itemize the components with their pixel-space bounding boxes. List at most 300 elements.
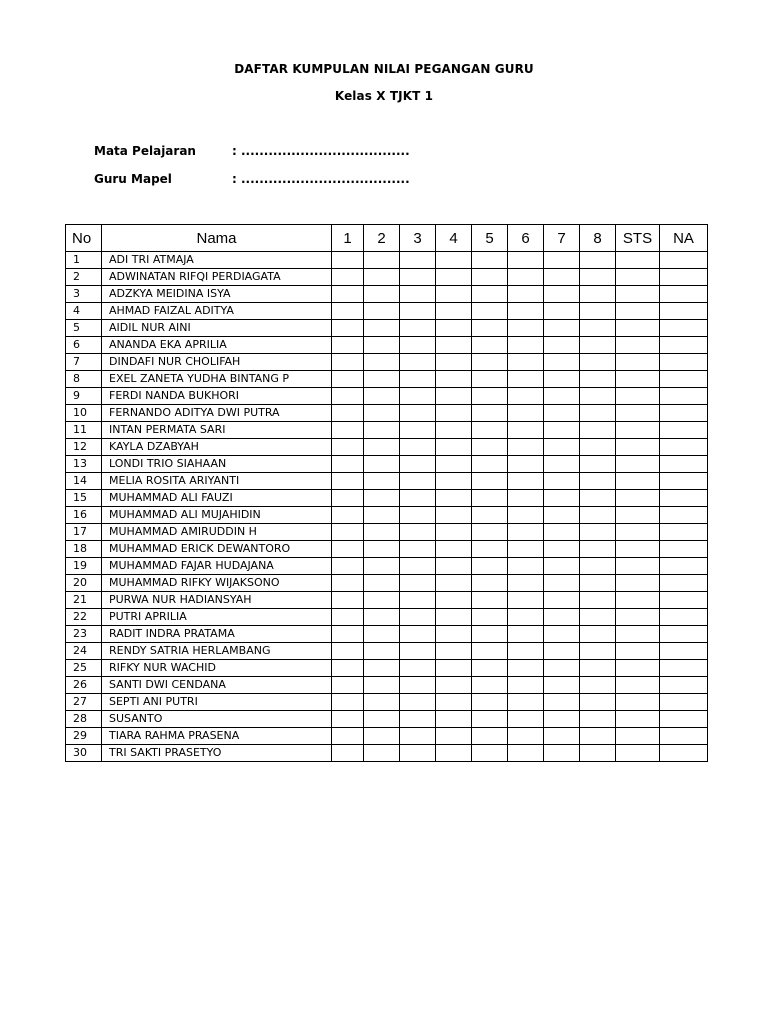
- score-5-cell: [472, 456, 508, 473]
- table-row: [66, 711, 708, 728]
- score-7-cell: [544, 745, 580, 762]
- score-4-cell: [436, 473, 472, 490]
- score-2-cell: [364, 456, 400, 473]
- score-8-cell: [580, 575, 616, 592]
- score-3-cell: [400, 745, 436, 762]
- student-name: SEPTI ANI PUTRI: [102, 694, 332, 711]
- score-7-cell: [544, 439, 580, 456]
- score-3-cell: [400, 354, 436, 371]
- sts-score-cell: [616, 252, 660, 269]
- student-name: MELIA ROSITA ARIYANTI: [102, 473, 332, 490]
- score-3-cell: [400, 558, 436, 575]
- table-row: [66, 286, 708, 303]
- table-header-row: [66, 225, 708, 252]
- na-score-cell: [660, 456, 708, 473]
- header-na: NA: [660, 225, 708, 252]
- sts-score-cell: [616, 354, 660, 371]
- table-row: [66, 694, 708, 711]
- score-6-cell: [508, 473, 544, 490]
- score-4-cell: [436, 626, 472, 643]
- score-5-cell: [472, 473, 508, 490]
- score-6-cell: [508, 575, 544, 592]
- score-3-cell: [400, 337, 436, 354]
- score-1-cell: [332, 592, 364, 609]
- row-number: 29: [66, 728, 102, 745]
- score-5-cell: [472, 711, 508, 728]
- score-1-cell: [332, 337, 364, 354]
- score-8-cell: [580, 711, 616, 728]
- score-7-cell: [544, 660, 580, 677]
- student-name: RENDY SATRIA HERLAMBANG: [102, 643, 332, 660]
- sts-score-cell: [616, 303, 660, 320]
- sts-score-cell: [616, 422, 660, 439]
- table-row: [66, 269, 708, 286]
- score-8-cell: [580, 252, 616, 269]
- score-4-cell: [436, 592, 472, 609]
- score-4-cell: [436, 575, 472, 592]
- score-8-cell: [580, 354, 616, 371]
- score-1-cell: [332, 354, 364, 371]
- table-row: [66, 626, 708, 643]
- score-7-cell: [544, 711, 580, 728]
- score-6-cell: [508, 643, 544, 660]
- score-8-cell: [580, 490, 616, 507]
- score-2-cell: [364, 490, 400, 507]
- score-3-cell: [400, 643, 436, 660]
- score-8-cell: [580, 456, 616, 473]
- score-5-cell: [472, 745, 508, 762]
- row-number: 20: [66, 575, 102, 592]
- score-4-cell: [436, 524, 472, 541]
- score-3-cell: [400, 677, 436, 694]
- score-4-cell: [436, 422, 472, 439]
- score-3-cell: [400, 405, 436, 422]
- guru-mapel-label: Guru Mapel: [94, 172, 172, 186]
- header-score-6: 6: [508, 225, 544, 252]
- score-2-cell: [364, 473, 400, 490]
- score-3-cell: [400, 303, 436, 320]
- score-2-cell: [364, 507, 400, 524]
- score-7-cell: [544, 320, 580, 337]
- score-5-cell: [472, 337, 508, 354]
- score-2-cell: [364, 252, 400, 269]
- score-4-cell: [436, 660, 472, 677]
- score-1-cell: [332, 252, 364, 269]
- document-subtitle: Kelas X TJKT 1: [334, 89, 434, 103]
- score-5-cell: [472, 609, 508, 626]
- table-row: [66, 252, 708, 269]
- score-1-cell: [332, 490, 364, 507]
- score-3-cell: [400, 728, 436, 745]
- score-1-cell: [332, 371, 364, 388]
- score-2-cell: [364, 711, 400, 728]
- na-score-cell: [660, 609, 708, 626]
- score-8-cell: [580, 303, 616, 320]
- score-8-cell: [580, 728, 616, 745]
- table-row: [66, 371, 708, 388]
- score-3-cell: [400, 371, 436, 388]
- table-row: [66, 558, 708, 575]
- row-number: 25: [66, 660, 102, 677]
- mata-pelajaran-label: Mata Pelajaran: [94, 144, 196, 158]
- score-1-cell: [332, 745, 364, 762]
- student-name: EXEL ZANETA YUDHA BINTANG P: [102, 371, 332, 388]
- score-7-cell: [544, 286, 580, 303]
- score-6-cell: [508, 354, 544, 371]
- student-name: KAYLA DZABYAH: [102, 439, 332, 456]
- score-6-cell: [508, 388, 544, 405]
- table-row: [66, 320, 708, 337]
- student-name: SANTI DWI CENDANA: [102, 677, 332, 694]
- sts-score-cell: [616, 456, 660, 473]
- score-8-cell: [580, 422, 616, 439]
- student-name: LONDI TRIO SIAHAAN: [102, 456, 332, 473]
- score-2-cell: [364, 286, 400, 303]
- sts-score-cell: [616, 473, 660, 490]
- row-number: 2: [66, 269, 102, 286]
- score-6-cell: [508, 507, 544, 524]
- sts-score-cell: [616, 371, 660, 388]
- score-2-cell: [364, 524, 400, 541]
- score-1-cell: [332, 286, 364, 303]
- score-1-cell: [332, 320, 364, 337]
- score-6-cell: [508, 524, 544, 541]
- score-7-cell: [544, 490, 580, 507]
- score-2-cell: [364, 541, 400, 558]
- row-number: 23: [66, 626, 102, 643]
- score-7-cell: [544, 456, 580, 473]
- row-number: 18: [66, 541, 102, 558]
- sts-score-cell: [616, 626, 660, 643]
- header-score-8: 8: [580, 225, 616, 252]
- score-5-cell: [472, 677, 508, 694]
- row-number: 14: [66, 473, 102, 490]
- score-2-cell: [364, 558, 400, 575]
- score-3-cell: [400, 388, 436, 405]
- na-score-cell: [660, 388, 708, 405]
- sts-score-cell: [616, 745, 660, 762]
- score-5-cell: [472, 728, 508, 745]
- na-score-cell: [660, 711, 708, 728]
- table-row: [66, 473, 708, 490]
- score-4-cell: [436, 609, 472, 626]
- student-name: ADI TRI ATMAJA: [102, 252, 332, 269]
- na-score-cell: [660, 371, 708, 388]
- row-number: 24: [66, 643, 102, 660]
- score-7-cell: [544, 558, 580, 575]
- document-title: DAFTAR KUMPULAN NILAI PEGANGAN GURU: [234, 62, 534, 76]
- score-4-cell: [436, 371, 472, 388]
- sts-score-cell: [616, 405, 660, 422]
- na-score-cell: [660, 320, 708, 337]
- student-name: ADZKYA MEIDINA ISYA: [102, 286, 332, 303]
- score-8-cell: [580, 609, 616, 626]
- score-5-cell: [472, 643, 508, 660]
- sts-score-cell: [616, 507, 660, 524]
- na-score-cell: [660, 728, 708, 745]
- score-7-cell: [544, 354, 580, 371]
- sts-score-cell: [616, 388, 660, 405]
- score-7-cell: [544, 592, 580, 609]
- student-name: AIDIL NUR AINI: [102, 320, 332, 337]
- score-6-cell: [508, 371, 544, 388]
- score-6-cell: [508, 626, 544, 643]
- score-5-cell: [472, 660, 508, 677]
- score-6-cell: [508, 711, 544, 728]
- score-5-cell: [472, 507, 508, 524]
- score-8-cell: [580, 473, 616, 490]
- score-2-cell: [364, 745, 400, 762]
- score-2-cell: [364, 575, 400, 592]
- sts-score-cell: [616, 711, 660, 728]
- table-row: [66, 643, 708, 660]
- score-8-cell: [580, 541, 616, 558]
- score-8-cell: [580, 507, 616, 524]
- score-8-cell: [580, 269, 616, 286]
- score-3-cell: [400, 439, 436, 456]
- table-row: [66, 303, 708, 320]
- table-row: [66, 728, 708, 745]
- score-2-cell: [364, 643, 400, 660]
- score-1-cell: [332, 422, 364, 439]
- score-7-cell: [544, 643, 580, 660]
- score-1-cell: [332, 575, 364, 592]
- score-2-cell: [364, 337, 400, 354]
- score-1-cell: [332, 728, 364, 745]
- table-row: [66, 439, 708, 456]
- score-7-cell: [544, 677, 580, 694]
- score-1-cell: [332, 643, 364, 660]
- score-6-cell: [508, 405, 544, 422]
- score-2-cell: [364, 303, 400, 320]
- sts-score-cell: [616, 541, 660, 558]
- score-6-cell: [508, 456, 544, 473]
- na-score-cell: [660, 626, 708, 643]
- score-8-cell: [580, 337, 616, 354]
- score-1-cell: [332, 439, 364, 456]
- score-8-cell: [580, 643, 616, 660]
- score-4-cell: [436, 694, 472, 711]
- na-score-cell: [660, 303, 708, 320]
- score-8-cell: [580, 388, 616, 405]
- score-4-cell: [436, 405, 472, 422]
- sts-score-cell: [616, 592, 660, 609]
- sts-score-cell: [616, 320, 660, 337]
- score-6-cell: [508, 320, 544, 337]
- score-7-cell: [544, 694, 580, 711]
- score-1-cell: [332, 269, 364, 286]
- score-3-cell: [400, 320, 436, 337]
- score-7-cell: [544, 575, 580, 592]
- na-score-cell: [660, 541, 708, 558]
- header-score-3: 3: [400, 225, 436, 252]
- student-name: MUHAMMAD ALI MUJAHIDIN: [102, 507, 332, 524]
- score-8-cell: [580, 286, 616, 303]
- row-number: 16: [66, 507, 102, 524]
- score-2-cell: [364, 439, 400, 456]
- score-8-cell: [580, 320, 616, 337]
- row-number: 27: [66, 694, 102, 711]
- score-1-cell: [332, 626, 364, 643]
- table-row: [66, 507, 708, 524]
- table-row: [66, 609, 708, 626]
- row-number: 19: [66, 558, 102, 575]
- header-score-1: 1: [332, 225, 364, 252]
- row-number: 11: [66, 422, 102, 439]
- score-6-cell: [508, 677, 544, 694]
- score-3-cell: [400, 660, 436, 677]
- na-score-cell: [660, 422, 708, 439]
- header-score-2: 2: [364, 225, 400, 252]
- mata-pelajaran-value: : .....................................: [232, 144, 410, 158]
- grades-table-body: [66, 252, 708, 762]
- header-score-4: 4: [436, 225, 472, 252]
- score-8-cell: [580, 694, 616, 711]
- table-row: [66, 575, 708, 592]
- table-row: [66, 660, 708, 677]
- score-4-cell: [436, 541, 472, 558]
- table-row: [66, 745, 708, 762]
- score-6-cell: [508, 592, 544, 609]
- na-score-cell: [660, 439, 708, 456]
- row-number: 1: [66, 252, 102, 269]
- na-score-cell: [660, 575, 708, 592]
- na-score-cell: [660, 252, 708, 269]
- na-score-cell: [660, 337, 708, 354]
- na-score-cell: [660, 694, 708, 711]
- score-8-cell: [580, 626, 616, 643]
- table-row: [66, 337, 708, 354]
- table-row: [66, 354, 708, 371]
- score-5-cell: [472, 626, 508, 643]
- score-5-cell: [472, 490, 508, 507]
- na-score-cell: [660, 660, 708, 677]
- score-8-cell: [580, 405, 616, 422]
- header-no: No: [66, 225, 102, 252]
- header-score-5: 5: [472, 225, 508, 252]
- sts-score-cell: [616, 524, 660, 541]
- student-name: FERNANDO ADITYA DWI PUTRA: [102, 405, 332, 422]
- score-7-cell: [544, 473, 580, 490]
- sts-score-cell: [616, 660, 660, 677]
- score-6-cell: [508, 694, 544, 711]
- score-2-cell: [364, 694, 400, 711]
- header-score-7: 7: [544, 225, 580, 252]
- score-2-cell: [364, 626, 400, 643]
- score-1-cell: [332, 677, 364, 694]
- table-row: [66, 422, 708, 439]
- student-name: INTAN PERMATA SARI: [102, 422, 332, 439]
- na-score-cell: [660, 524, 708, 541]
- score-5-cell: [472, 524, 508, 541]
- table-row: [66, 388, 708, 405]
- score-8-cell: [580, 524, 616, 541]
- na-score-cell: [660, 677, 708, 694]
- na-score-cell: [660, 507, 708, 524]
- score-4-cell: [436, 456, 472, 473]
- score-8-cell: [580, 677, 616, 694]
- score-7-cell: [544, 422, 580, 439]
- score-6-cell: [508, 286, 544, 303]
- score-6-cell: [508, 728, 544, 745]
- score-4-cell: [436, 320, 472, 337]
- sts-score-cell: [616, 337, 660, 354]
- score-4-cell: [436, 337, 472, 354]
- score-5-cell: [472, 422, 508, 439]
- score-4-cell: [436, 507, 472, 524]
- row-number: 17: [66, 524, 102, 541]
- row-number: 30: [66, 745, 102, 762]
- na-score-cell: [660, 405, 708, 422]
- score-6-cell: [508, 660, 544, 677]
- score-4-cell: [436, 490, 472, 507]
- student-name: MUHAMMAD ALI FAUZI: [102, 490, 332, 507]
- score-1-cell: [332, 541, 364, 558]
- student-name: RADIT INDRA PRATAMA: [102, 626, 332, 643]
- score-4-cell: [436, 439, 472, 456]
- table-row: [66, 524, 708, 541]
- na-score-cell: [660, 643, 708, 660]
- score-6-cell: [508, 303, 544, 320]
- score-5-cell: [472, 694, 508, 711]
- score-1-cell: [332, 609, 364, 626]
- score-5-cell: [472, 592, 508, 609]
- student-name: AHMAD FAIZAL ADITYA: [102, 303, 332, 320]
- score-3-cell: [400, 541, 436, 558]
- score-4-cell: [436, 677, 472, 694]
- guru-mapel-value: : .....................................: [232, 172, 410, 186]
- score-7-cell: [544, 405, 580, 422]
- score-7-cell: [544, 728, 580, 745]
- score-1-cell: [332, 473, 364, 490]
- sts-score-cell: [616, 439, 660, 456]
- score-3-cell: [400, 575, 436, 592]
- table-row: [66, 592, 708, 609]
- row-number: 5: [66, 320, 102, 337]
- score-6-cell: [508, 252, 544, 269]
- score-6-cell: [508, 439, 544, 456]
- score-7-cell: [544, 626, 580, 643]
- score-3-cell: [400, 524, 436, 541]
- row-number: 8: [66, 371, 102, 388]
- score-5-cell: [472, 286, 508, 303]
- score-8-cell: [580, 592, 616, 609]
- header-nama: Nama: [102, 225, 332, 252]
- student-name: MUHAMMAD AMIRUDDIN H: [102, 524, 332, 541]
- score-1-cell: [332, 711, 364, 728]
- sts-score-cell: [616, 728, 660, 745]
- score-7-cell: [544, 337, 580, 354]
- score-7-cell: [544, 507, 580, 524]
- score-2-cell: [364, 371, 400, 388]
- score-4-cell: [436, 558, 472, 575]
- sts-score-cell: [616, 609, 660, 626]
- sts-score-cell: [616, 677, 660, 694]
- score-2-cell: [364, 422, 400, 439]
- score-1-cell: [332, 694, 364, 711]
- na-score-cell: [660, 745, 708, 762]
- score-3-cell: [400, 286, 436, 303]
- score-7-cell: [544, 252, 580, 269]
- score-1-cell: [332, 660, 364, 677]
- score-2-cell: [364, 269, 400, 286]
- na-score-cell: [660, 592, 708, 609]
- row-number: 26: [66, 677, 102, 694]
- student-name: TIARA RAHMA PRASENA: [102, 728, 332, 745]
- score-6-cell: [508, 558, 544, 575]
- score-2-cell: [364, 405, 400, 422]
- score-4-cell: [436, 711, 472, 728]
